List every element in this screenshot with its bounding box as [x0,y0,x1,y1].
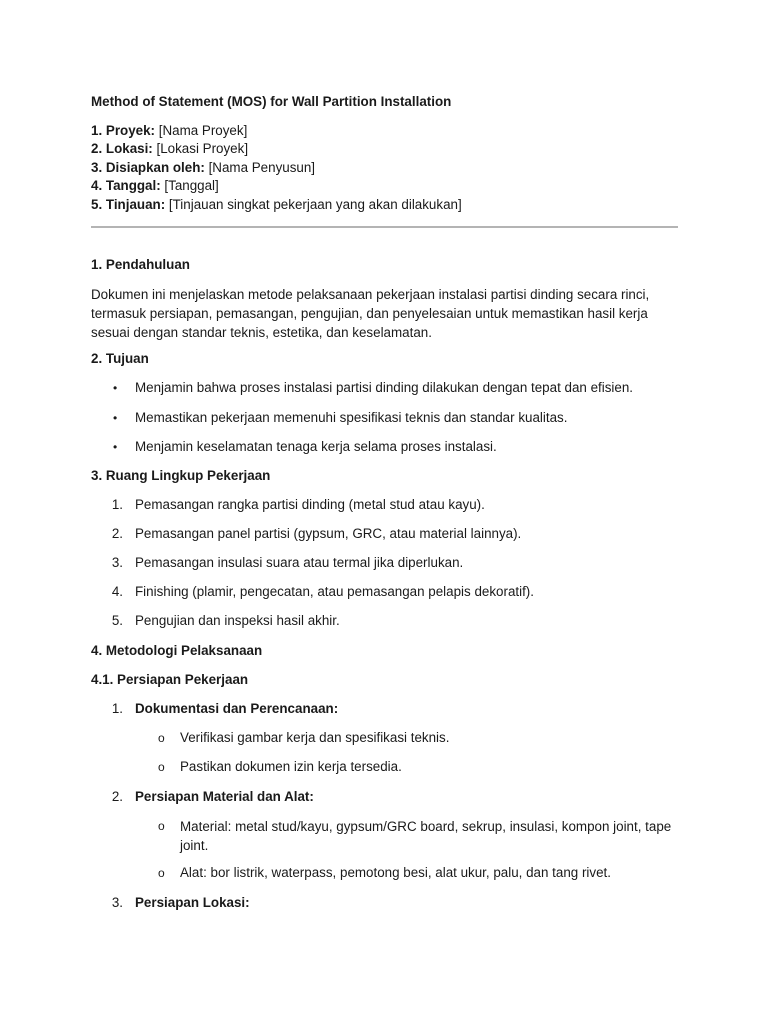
sub-item-text: Alat: bor listrik, waterpass, pemotong besi, alat ukur, palu, dan tang rivet. [180,865,611,880]
document-title: Method of Statement (MOS) for Wall Partition Installation [91,94,452,109]
list-number: 3. [111,895,123,910]
step-title: Persiapan Lokasi: [135,895,250,910]
sub-bullet-icon: o [158,760,165,774]
sub-item-text: Material: metal stud/kayu, gypsum/GRC board, sekrup, insulasi, kompon joint, tape joint. [180,819,672,853]
step-title: Persiapan Material dan Alat: [135,789,314,804]
sub-bullet-icon: o [158,731,165,745]
meta-value: [Nama Proyek] [155,123,248,138]
list-number: 1. [111,497,123,512]
sub-item-text: Pastikan dokumen izin kerja tersedia. [180,759,402,774]
meta-value: [Tinjauan singkat pekerjaan yang akan dilakukan] [165,197,462,212]
meta-label: 4. Tanggal: [91,178,161,193]
list-item-text: Menjamin bahwa proses instalasi partisi dinding dilakukan dengan tepat dan efisien. [135,380,633,395]
introduction-paragraph: Dokumen ini menjelaskan metode pelaksanaan pekerjaan instalasi partisi dinding secara rinci, termasuk persiapan, pemasangan, pengujian, dan penyelesaian untuk memastikan hasil kerja sesuai dengan standar teknis, estetika, dan keselamatan. [91,287,650,340]
meta-value: [Tanggal] [160,178,219,193]
list-number: 2. [111,789,123,804]
meta-prepared-by [91,159,315,177]
list-item-text: Finishing (plamir, pengecatan, atau pemasangan pelapis dekoratif). [135,584,534,599]
section-heading-scope: 3. Ruang Lingkup Pekerjaan [91,468,271,483]
meta-label: 3. Disiapkan oleh: [91,160,205,175]
list-number: 4. [111,584,123,599]
meta-project [91,122,247,140]
meta-date [91,177,219,195]
subsection-heading-preparation: 4.1. Persiapan Pekerjaan [91,672,249,687]
sub-bullet-icon: o [158,819,165,833]
list-number: 3. [111,555,123,570]
section-heading-methodology: 4. Metodologi Pelaksanaan [91,643,263,658]
meta-review [91,196,462,214]
horizontal-divider [91,226,678,228]
list-item-text: Pemasangan rangka partisi dinding (metal stud atau kayu). [135,497,485,512]
sub-item-text: Verifikasi gambar kerja dan spesifikasi teknis. [180,730,450,745]
meta-location [91,140,248,158]
list-item-text: Pengujian dan inspeksi hasil akhir. [135,613,340,628]
list-number: 5. [111,613,123,628]
list-item-text: Pemasangan panel partisi (gypsum, GRC, atau material lainnya). [135,526,522,541]
list-item-text: Pemasangan insulasi suara atau termal jika diperlukan. [135,555,464,570]
meta-label: 2. Lokasi: [91,141,153,156]
list-number: 2. [111,526,123,541]
section-heading-introduction: 1. Pendahuluan [91,257,190,272]
section-heading-objectives: 2. Tujuan [91,351,149,366]
bullet-icon: • [113,411,118,425]
list-number: 1. [111,701,123,716]
meta-label: 5. Tinjauan: [91,197,166,212]
bullet-icon: • [113,440,118,454]
meta-value: [Lokasi Proyek] [152,141,249,156]
list-item-text: Menjamin keselamatan tenaga kerja selama proses instalasi. [135,439,497,454]
list-item-text: Memastikan pekerjaan memenuhi spesifikasi teknis dan standar kualitas. [135,410,568,425]
sub-bullet-icon: o [158,866,165,880]
step-title: Dokumentasi dan Perencanaan: [135,701,339,716]
meta-value: [Nama Penyusun] [204,160,316,175]
meta-label: 1. Proyek: [91,123,156,138]
bullet-icon: • [113,381,118,395]
